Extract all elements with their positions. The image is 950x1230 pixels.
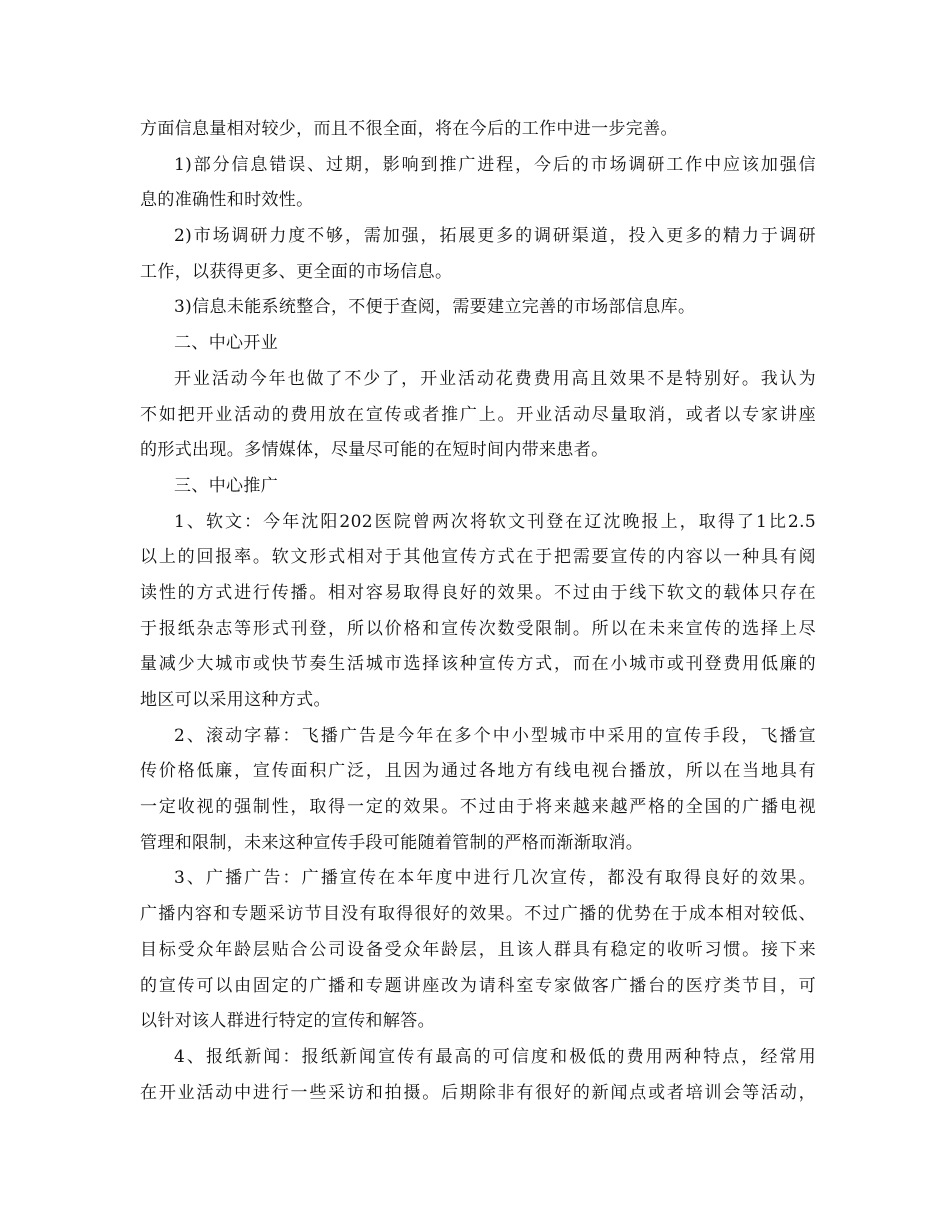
text-line: 以上的回报率。软文形式相对于其他宣传方式在于把需要宣传的内容以一种具有阅 bbox=[140, 547, 816, 568]
text-line: 方面信息量相对较少，而且不很全面，将在今后的工作中进一步完善。 bbox=[140, 119, 678, 139]
document-body bbox=[140, 112, 816, 1111]
text-line: 1)部分信息错误、过期，影响到推广进程，今后的市场调研工作中应该加强信 bbox=[174, 154, 816, 175]
text-line: 地区可以采用这种方式。 bbox=[140, 690, 331, 710]
text-line: 传价格低廉，宣传面积广泛，且因为通过各地方有线电视台播放，所以在当地具有 bbox=[140, 761, 816, 782]
text-line: 4、报纸新闻：报纸新闻宣传有最高的可信度和极低的费用两种特点，经常用 bbox=[174, 1046, 816, 1067]
text-line: 在开业活动中进行一些采访和拍摄。后期除非有很好的新闻点或者培训会等活动， bbox=[140, 1082, 816, 1103]
text-line: 的宣传可以由固定的广播和专题讲座改为请科室专家做客广播台的医疗类节目，可 bbox=[140, 975, 816, 996]
text-line: 一定收视的强制性，取得一定的效果。不过由于将来越来越严格的全国的广播电视 bbox=[140, 797, 816, 818]
text-line: 的形式出现。多情媒体，尽量尽可能的在短时间内带来患者。 bbox=[140, 440, 609, 461]
text-line: 开业活动今年也做了不少了，开业活动花费费用高且效果不是特别好。我认为 bbox=[174, 368, 816, 389]
text-line: 息的准确性和时效性。 bbox=[140, 190, 314, 211]
text-line: 读性的方式进行传播。相对容易取得良好的效果。不过由于线下软文的载体只存在 bbox=[140, 582, 816, 603]
text-line: 量减少大城市或快节奏生活城市选择该种宣传方式，而在小城市或刊登费用低廉的 bbox=[140, 654, 816, 675]
text-line: 目标受众年龄层贴合公司设备受众年龄层，且该人群具有稳定的收听习惯。接下来 bbox=[140, 939, 816, 960]
text-line: 三、中心推广 bbox=[174, 475, 279, 496]
text-line: 二、中心开业 bbox=[174, 333, 279, 354]
text-line: 工作，以获得更多、更全面的市场信息。 bbox=[140, 261, 453, 282]
text-line: 1、软文：今年沈阳202医院曾两次将软文刊登在辽沈晚报上，取得了1比2.5 bbox=[174, 511, 816, 532]
text-line: 3)信息未能系统整合，不便于查阅，需要建立完善的市场部信息库。 bbox=[174, 297, 696, 318]
text-line: 2、滚动字幕：飞播广告是今年在多个中小型城市中采用的宣传手段，飞播宣 bbox=[174, 725, 816, 746]
text-line: 不如把开业活动的费用放在宣传或者推广上。开业活动尽量取消，或者以专家讲座 bbox=[140, 404, 816, 425]
text-line: 以针对该人群进行特定的宣传和解答。 bbox=[140, 1011, 435, 1032]
text-line: 2)市场调研力度不够，需加强，拓展更多的调研渠道，投入更多的精力于调研 bbox=[174, 226, 816, 247]
text-line: 于报纸杂志等形式刊登，所以价格和宣传次数受限制。所以在未来宣传的选择上尽 bbox=[140, 618, 816, 639]
text-line: 广播内容和专题采访节目没有取得很好的效果。不过广播的优势在于成本相对较低、 bbox=[140, 904, 816, 925]
text-line: 管理和限制，未来这种宣传手段可能随着管制的严格而渐渐取消。 bbox=[140, 832, 644, 853]
text-line: 3、广播广告：广播宣传在本年度中进行几次宣传，都没有取得良好的效果。 bbox=[174, 868, 816, 889]
